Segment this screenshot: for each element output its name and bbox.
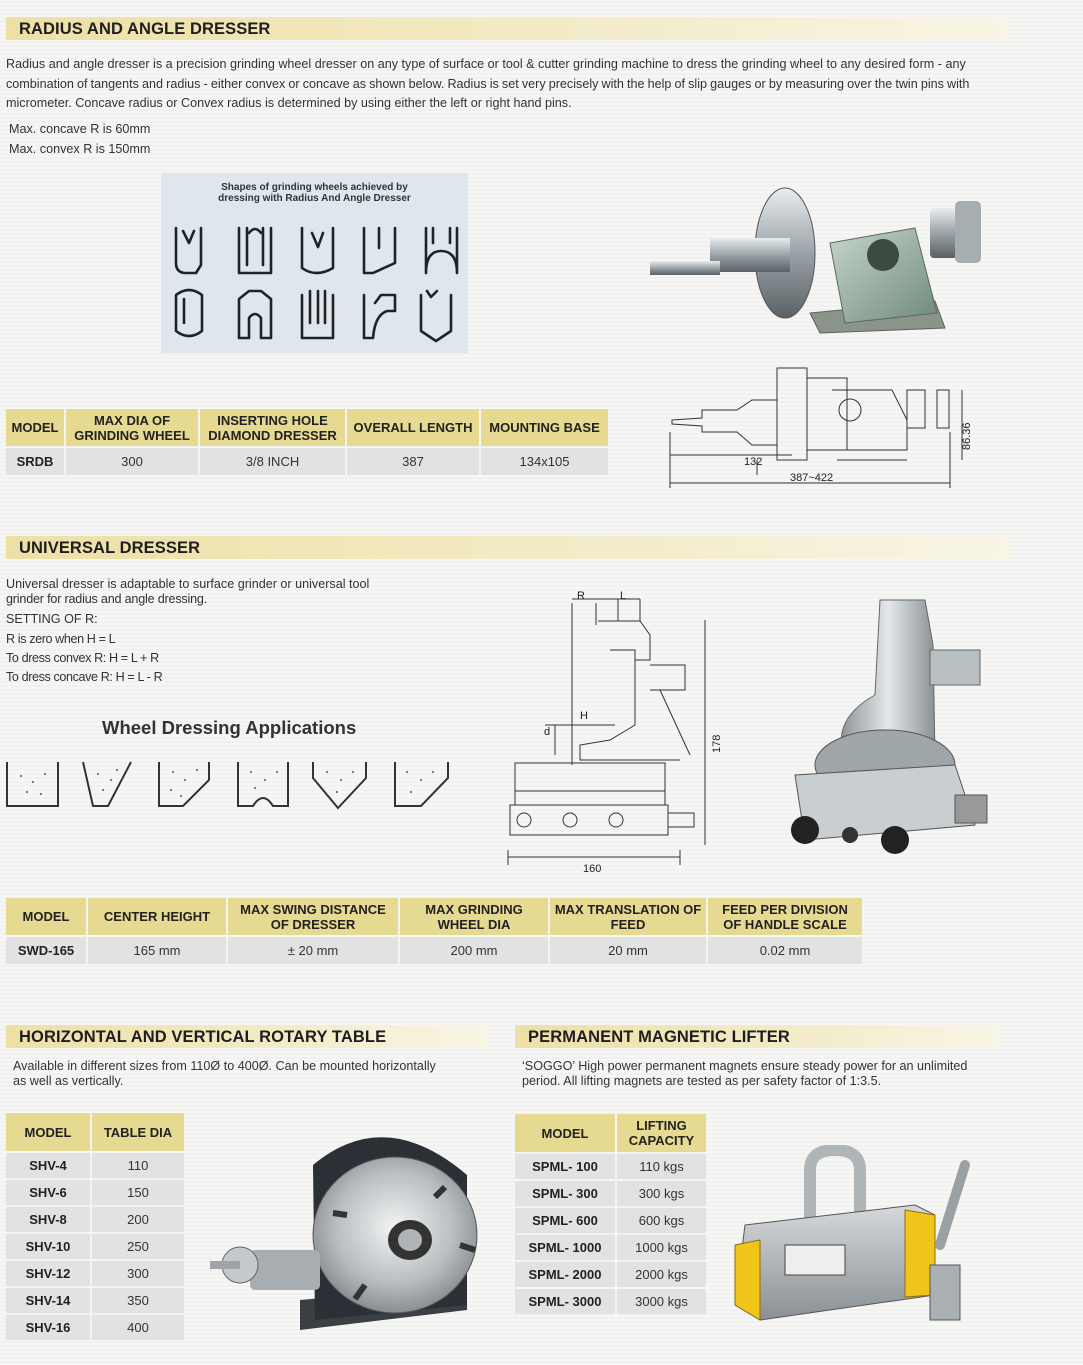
wheel-shapes-figure <box>161 173 468 353</box>
table-row <box>515 1154 706 1179</box>
table-row <box>6 1315 184 1340</box>
cell-model: SPML- 100 <box>515 1154 615 1179</box>
dim-160: 160 <box>583 863 602 875</box>
col-header-model: MODEL <box>6 409 64 446</box>
radius-dresser-drawing <box>662 360 982 490</box>
magnetic-spec-table <box>513 1112 708 1316</box>
magnetic-section-bar <box>515 1025 998 1048</box>
cell-feed-per-division: 0.02 mm <box>708 937 862 964</box>
dim-132: 132 <box>744 456 763 468</box>
cell-model: SPML- 300 <box>515 1181 615 1206</box>
cell-mounting-base: 134x105 <box>481 448 608 475</box>
rotary-desc-line-2: as well as vertically. <box>13 1074 124 1088</box>
rotary-section-bar <box>6 1025 490 1048</box>
table-header-row <box>6 898 862 935</box>
universal-dresser-drawing <box>500 585 740 880</box>
radius-dresser-photo <box>645 183 995 348</box>
radius-section-bar <box>6 17 1010 40</box>
col-header-overall-length: OVERALL LENGTH <box>347 409 479 446</box>
table-row <box>515 1181 706 1206</box>
rule-convex: To dress convex R: H = L + R <box>6 651 159 665</box>
cell-table-dia: 250 <box>92 1234 184 1259</box>
universal-section-title: UNIVERSAL DRESSER <box>19 539 201 557</box>
rule-zero: R is zero when H = L <box>6 632 116 646</box>
cell-model: SHV-14 <box>6 1288 90 1313</box>
universal-dresser-photo <box>775 585 1005 860</box>
cell-model: SHV-4 <box>6 1153 90 1178</box>
radius-section-title: RADIUS AND ANGLE DRESSER <box>19 20 271 38</box>
cell-max-dia: 300 <box>66 448 198 475</box>
dim-178: 178 <box>711 734 723 753</box>
dim-387-422: 387~422 <box>790 472 834 484</box>
table-row <box>515 1262 706 1287</box>
cell-capacity: 110 kgs <box>617 1154 706 1179</box>
rotary-desc-line-1: Available in different sizes from 110Ø to 400Ø. Can be mounted horizontally <box>13 1059 436 1073</box>
table-row <box>6 1153 184 1178</box>
max-convex-text: Max. convex R is 150mm <box>9 142 151 156</box>
table-row <box>6 1261 184 1286</box>
table-row <box>6 1234 184 1259</box>
dim-l: L <box>620 590 627 602</box>
table-row <box>6 937 862 964</box>
magnetic-desc-line-1: ‘SOGGO’ High power permanent magnets ensure steady power for an unlimited <box>522 1059 968 1073</box>
cell-table-dia: 300 <box>92 1261 184 1286</box>
rotary-spec-table <box>4 1111 186 1342</box>
col-header-lifting-capacity: LIFTING CAPACITY <box>617 1114 706 1152</box>
table-row <box>6 1207 184 1232</box>
radius-desc-line-3: micrometer. Concave radius or Convex radius is determined by using either the left or right hand pins. <box>6 96 572 110</box>
cell-table-dia: 110 <box>92 1153 184 1178</box>
shapes-caption-line-2: dressing with Radius And Angle Dresser <box>218 193 411 204</box>
magnetic-desc-line-2: period. All lifting magnets are tested as per safety factor of 1:3.5. <box>522 1074 882 1088</box>
col-header-model: MODEL <box>6 1113 90 1151</box>
rotary-section-title: HORIZONTAL AND VERTICAL ROTARY TABLE <box>19 1028 387 1046</box>
dim-d: d <box>544 726 551 738</box>
cell-capacity: 600 kgs <box>617 1208 706 1233</box>
dim-r: R <box>577 590 585 602</box>
universal-desc-line-2: grinder for radius and angle dressing. <box>6 592 208 606</box>
universal-desc-line-1: Universal dresser is adaptable to surface grinder or universal tool <box>6 577 370 591</box>
dim-h: H <box>580 710 588 722</box>
cell-max-swing: ± 20 mm <box>228 937 398 964</box>
cell-model: SHV-6 <box>6 1180 90 1205</box>
cell-model: SHV-8 <box>6 1207 90 1232</box>
cell-model: SPML- 600 <box>515 1208 615 1233</box>
rule-concave: To dress concave R: H = L - R <box>6 670 163 684</box>
cell-table-dia: 350 <box>92 1288 184 1313</box>
cell-table-dia: 150 <box>92 1180 184 1205</box>
rotary-table-photo <box>205 1115 495 1345</box>
cell-max-grinding: 200 mm <box>400 937 548 964</box>
universal-spec-table <box>4 896 864 966</box>
col-header-max-dia: MAX DIA OF GRINDING WHEEL <box>66 409 198 446</box>
wheel-dressing-applications <box>3 758 453 818</box>
shapes-caption-line-1: Shapes of grinding wheels achieved by <box>221 182 408 193</box>
col-header-feed-per-division: FEED PER DIVISION OF HANDLE SCALE <box>708 898 862 935</box>
table-row <box>6 448 608 475</box>
wheel-shapes-drawing <box>161 173 468 353</box>
cell-model: SHV-12 <box>6 1261 90 1286</box>
dim-86-36: 86.36 <box>961 422 973 450</box>
setting-of-r: SETTING OF R: <box>6 612 98 626</box>
table-row <box>515 1208 706 1233</box>
max-concave-text: Max. concave R is 60mm <box>9 122 151 136</box>
table-row <box>515 1289 706 1314</box>
cell-center-height: 165 mm <box>88 937 226 964</box>
col-header-center-height: CENTER HEIGHT <box>88 898 226 935</box>
cell-capacity: 2000 kgs <box>617 1262 706 1287</box>
cell-capacity: 1000 kgs <box>617 1235 706 1260</box>
col-header-inserting-hole: INSERTING HOLE DIAMOND DRESSER <box>200 409 345 446</box>
col-header-model: MODEL <box>515 1114 615 1152</box>
table-header-row <box>6 1113 184 1151</box>
cell-model: SPML- 2000 <box>515 1262 615 1287</box>
table-header-row <box>515 1114 706 1152</box>
cell-max-translation: 20 mm <box>550 937 706 964</box>
magnetic-section-title: PERMANENT MAGNETIC LIFTER <box>528 1028 790 1046</box>
cell-capacity: 300 kgs <box>617 1181 706 1206</box>
radius-desc-line-1: Radius and angle dresser is a precision grinding wheel dresser on any type of surface or tool & cutter grinding machine to dress the grinding wheel to any desired form - any <box>6 57 966 71</box>
table-header-row <box>6 409 608 446</box>
cell-model: SRDB <box>6 448 64 475</box>
radius-description <box>6 55 1016 114</box>
radius-desc-line-2: combination of tangents and radius - either convex or concave as shown below. Radius is set very precisely with the help of slip gauges or by measuring over the twin pins with <box>6 76 970 91</box>
cell-overall-length: 387 <box>347 448 479 475</box>
radius-spec-table <box>4 407 610 477</box>
col-header-table-dia: TABLE DIA <box>92 1113 184 1151</box>
table-row <box>515 1235 706 1260</box>
col-header-max-grinding: MAX GRINDING WHEEL DIA <box>400 898 548 935</box>
cell-inserting-hole: 3/8 INCH <box>200 448 345 475</box>
table-row <box>6 1180 184 1205</box>
wheel-dressing-heading: Wheel Dressing Applications <box>102 717 357 738</box>
cell-capacity: 3000 kgs <box>617 1289 706 1314</box>
magnetic-lifter-photo <box>725 1145 985 1355</box>
col-header-max-swing: MAX SWING DISTANCE OF DRESSER <box>228 898 398 935</box>
col-header-model: MODEL <box>6 898 86 935</box>
cell-model: SPML- 1000 <box>515 1235 615 1260</box>
col-header-max-translation: MAX TRANSLATION OF FEED <box>550 898 706 935</box>
table-row <box>6 1288 184 1313</box>
cell-model: SPML- 3000 <box>515 1289 615 1314</box>
cell-table-dia: 200 <box>92 1207 184 1232</box>
universal-section-bar <box>6 536 1010 559</box>
cell-model: SHV-10 <box>6 1234 90 1259</box>
cell-model: SWD-165 <box>6 937 86 964</box>
cell-table-dia: 400 <box>92 1315 184 1340</box>
cell-model: SHV-16 <box>6 1315 90 1340</box>
col-header-mounting-base: MOUNTING BASE <box>481 409 608 446</box>
